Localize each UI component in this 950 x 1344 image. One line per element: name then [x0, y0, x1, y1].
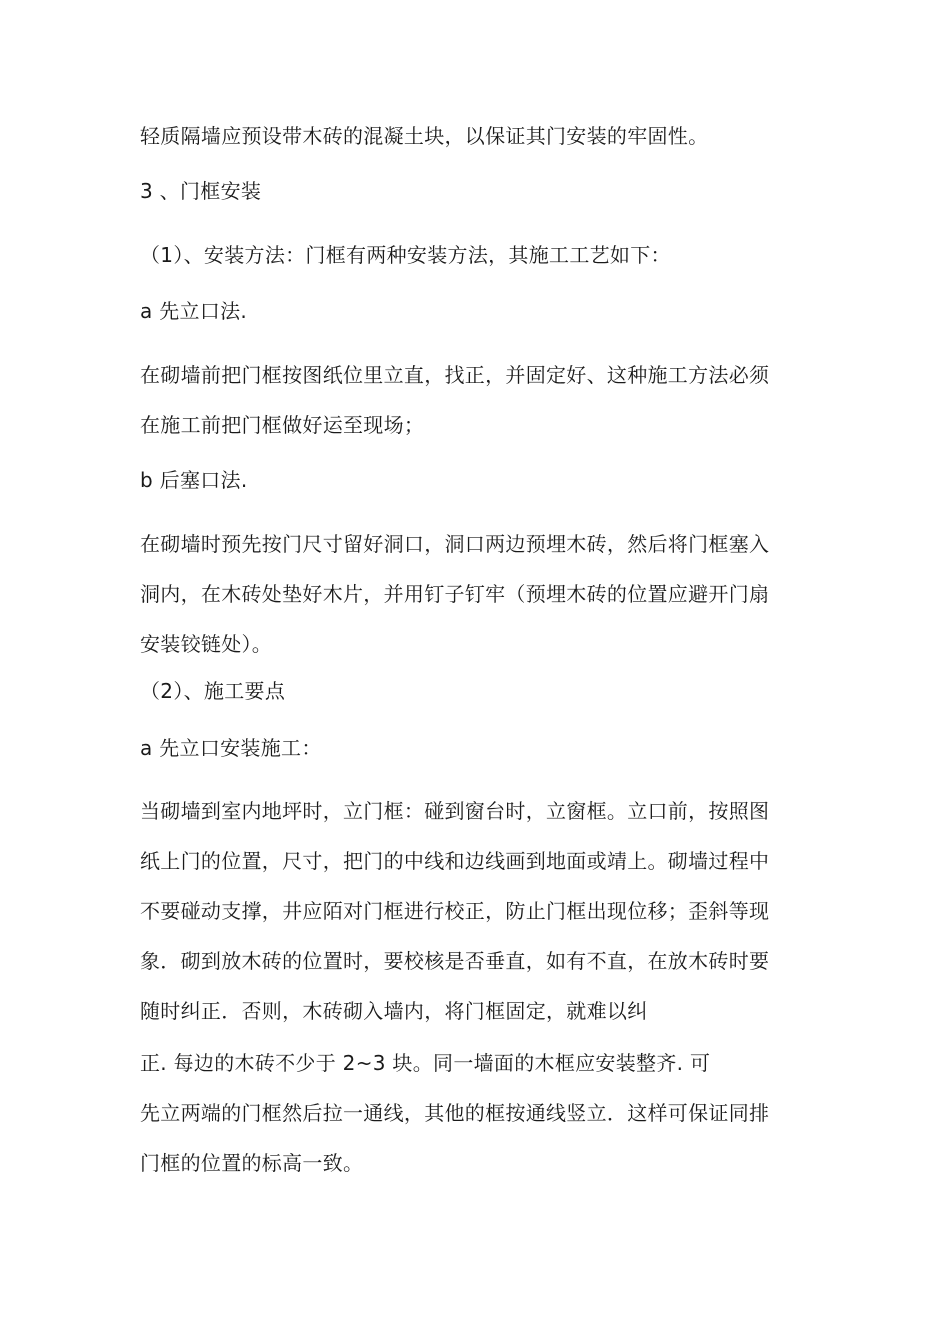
paragraph-line: 轻质隔墙应预设带木砖的混凝土块，以保证其门安装的牢固性。 — [140, 124, 709, 148]
paragraph-line: 纸上门的位置，尺寸，把门的中线和边线画到地面或靖上。砌墙过程中 — [140, 849, 770, 873]
paragraph-line: 在砌墙时预先按门尺寸留好洞口，洞口两边预埋木砖，然后将门框塞入 — [140, 532, 770, 556]
subsection-heading: （2）、施工要点 — [140, 679, 286, 703]
paragraph-line: 在砌墙前把门框按图纸位里立直，找正，并固定好、这种施工方法必须 — [140, 363, 770, 387]
paragraph-line: 随时纠正．否则，木砖砌入墙内，将门框固定，就难以纠 — [140, 999, 648, 1023]
paragraph-line: 当砌墙到室内地坪时，立门框：碰到窗台时，立窗框。立口前，按照图 — [140, 799, 770, 823]
paragraph-line: 正. 每边的木砖不少于 2~3 块。同一墙面的木框应安装整齐. 可 — [140, 1051, 711, 1075]
method-heading: b 后塞口法. — [140, 468, 248, 492]
paragraph-line: 先立两端的门框然后拉一通线，其他的框按通线竖立．这样可保证同排 — [140, 1101, 770, 1125]
subsection-heading: （1）、安装方法：门框有两种安装方法，其施工工艺如下： — [140, 243, 671, 267]
paragraph-line: 象．砌到放木砖的位置时，要校核是否垂直，如有不直，在放木砖时要 — [140, 949, 770, 973]
paragraph-line: 门框的位置的标高一致。 — [140, 1151, 364, 1175]
method-heading: a 先立口安装施工： — [140, 736, 322, 760]
method-heading: a 先立口法. — [140, 299, 248, 323]
paragraph-line: 洞内，在木砖处垫好木片，并用钉子钉牢（预埋木砖的位置应避开门扇 — [140, 582, 770, 606]
paragraph-line: 不要碰动支撑，井应陌对门框进行校正，防止门框出现位移；歪斜等现 — [140, 899, 770, 923]
paragraph-line: 安装铰链处）。 — [140, 632, 273, 656]
section-heading: 3 、门框安装 — [140, 179, 262, 203]
paragraph-line: 在施工前把门框做好运至现场； — [140, 413, 425, 437]
